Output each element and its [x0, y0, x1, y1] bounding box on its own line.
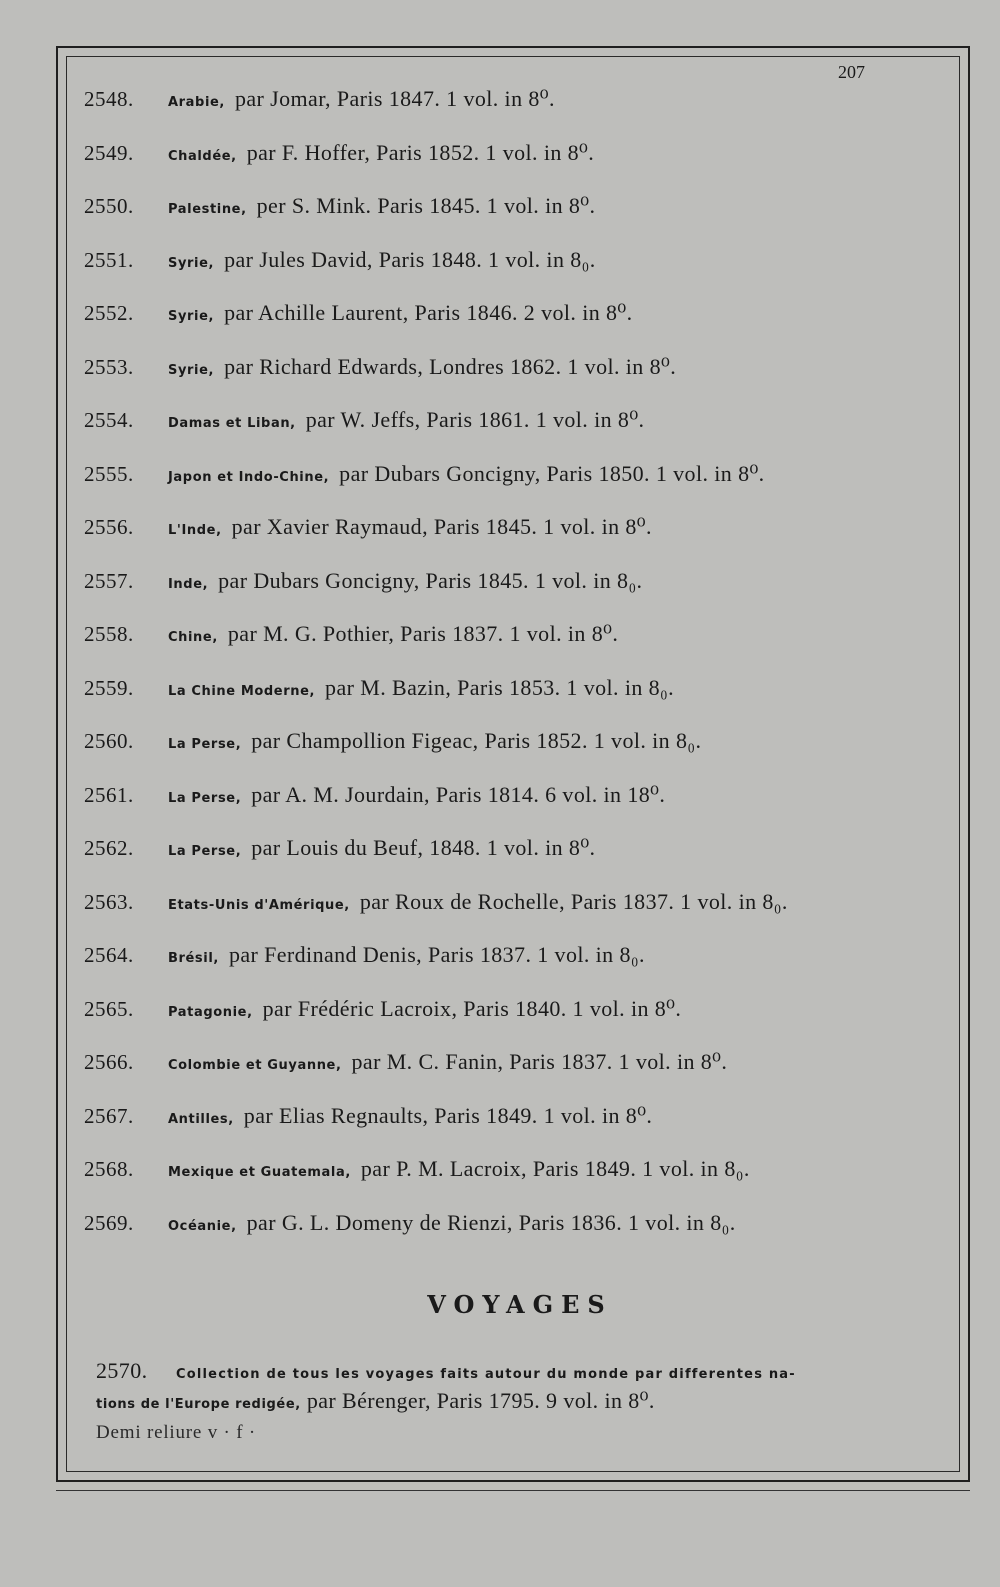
list-item: [84, 996, 954, 1050]
list-item: [84, 782, 954, 836]
entry-number: 2565.: [84, 996, 134, 1021]
entry-number: 2559.: [84, 675, 134, 700]
entry-number: 2553.: [84, 354, 134, 379]
entry-number: 2558.: [84, 622, 134, 646]
list-item: [84, 1210, 954, 1264]
entry-details: par Xavier Raymaud, Paris 1845. 1 vol. in 8⁰.: [231, 514, 652, 539]
entry-details: par Frédéric Lacroix, Paris 1840. 1 vol. in 8⁰.: [262, 995, 682, 1021]
entry-number: 2563.: [84, 889, 134, 914]
list-item: [84, 300, 954, 354]
list-item: [84, 1049, 954, 1103]
entry-title: Syrie,: [168, 362, 215, 378]
list-item: [84, 193, 954, 247]
entry-title: Antilles,: [168, 1111, 234, 1127]
entry-number: 2554.: [84, 408, 134, 432]
entry-details: par Ferdinand Denis, Paris 1837. 1 vol. in 8₀.: [228, 942, 645, 967]
entry-number: 2549.: [84, 140, 134, 165]
entry-title: Brésil,: [168, 951, 219, 966]
entry-title-line-2: tions de l'Europe redigée,: [96, 1397, 301, 1412]
entry-title: La Perse,: [168, 790, 242, 806]
entry-details: par M. G. Pothier, Paris 1837. 1 vol. in 8⁰.: [227, 621, 619, 646]
entry-title: Colombie et Guyanne,: [168, 1058, 342, 1073]
entry-title: L'Inde,: [168, 523, 222, 538]
list-item: [84, 514, 954, 568]
entry-number: 2557.: [84, 568, 134, 593]
entry-number: 2551.: [84, 247, 134, 272]
entry-title: Japon et Indo-Chine,: [168, 469, 330, 485]
entry-details: par Louis du Beuf, 1848. 1 vol. in 8⁰.: [251, 835, 596, 860]
entry-title: Inde,: [168, 576, 209, 592]
entry-title: La Perse,: [168, 737, 242, 752]
entry-details: par Roux de Rochelle, Paris 1837. 1 vol. in 8₀.: [359, 888, 788, 914]
entry-number: 2550.: [84, 194, 134, 218]
entry-details: par Champollion Figeac, Paris 1852. 1 vol. in 8₀.: [251, 728, 702, 753]
list-item: [84, 942, 954, 996]
entry-title: Syrie,: [168, 255, 215, 271]
entry-details: par Bérenger, Paris 1795. 9 vol. in 8⁰.: [306, 1388, 655, 1413]
final-entry: [96, 1358, 956, 1444]
entry-title: La Perse,: [168, 844, 242, 859]
entry-details: par W. Jeffs, Paris 1861. 1 vol. in 8⁰.: [305, 407, 645, 432]
list-item: [84, 889, 954, 943]
entry-title: Océanie,: [168, 1218, 237, 1234]
final-entry-line-2: [96, 1388, 956, 1414]
list-item: [84, 728, 954, 782]
bottom-rule: [56, 1490, 970, 1491]
entry-number: 2561.: [84, 782, 134, 807]
list-item: [84, 568, 954, 622]
entry-title-line-1: Collection de tous les voyages faits autour du monde par differentes na-: [176, 1367, 796, 1382]
list-item: [84, 1156, 954, 1210]
entry-details: par F. Hoffer, Paris 1852. 1 vol. in 8⁰.: [246, 139, 595, 165]
entry-number: 2555.: [84, 461, 134, 486]
list-item: [84, 835, 954, 889]
entry-title: Syrie,: [168, 309, 215, 324]
list-item: [84, 621, 954, 675]
entry-number: 2564.: [84, 943, 134, 967]
entry-list: [84, 86, 954, 1263]
list-item: [84, 675, 954, 729]
entry-details: par Jules David, Paris 1848. 1 vol. in 8₀.: [224, 246, 596, 272]
entry-number: 2560.: [84, 729, 134, 753]
entry-title: Chaldée,: [168, 148, 237, 164]
entry-number: 2548.: [84, 87, 134, 111]
list-item: [84, 407, 954, 461]
entry-details: par Dubars Goncigny, Paris 1845. 1 vol. in 8₀.: [218, 567, 643, 593]
entry-number: 2567.: [84, 1103, 134, 1128]
list-item: [84, 354, 954, 408]
list-item: [84, 1103, 954, 1157]
entry-title: Chine,: [168, 630, 218, 645]
entry-details: per S. Mink. Paris 1845. 1 vol. in 8⁰.: [256, 193, 596, 218]
list-item: [84, 461, 954, 515]
entry-title: Palestine,: [168, 202, 247, 217]
section-heading: VOYAGES: [427, 1290, 613, 1319]
entry-title: Mexique et Guatemala,: [168, 1165, 351, 1180]
entry-details: par Jomar, Paris 1847. 1 vol. in 8⁰.: [234, 86, 555, 111]
list-item: [84, 140, 954, 194]
final-entry-line-1: [96, 1358, 956, 1384]
entry-details: par Elias Regnaults, Paris 1849. 1 vol. in 8⁰.: [243, 1102, 653, 1128]
entry-number: 2568.: [84, 1157, 134, 1181]
entry-details: par G. L. Domeny de Rienzi, Paris 1836. 1 vol. in 8₀.: [246, 1209, 736, 1235]
list-item: [84, 247, 954, 301]
entry-details: par Richard Edwards, Londres 1862. 1 vol. in 8⁰.: [224, 353, 677, 379]
entry-details: par M. C. Fanin, Paris 1837. 1 vol. in 8⁰.: [351, 1049, 728, 1074]
binding-note: Demi reliure v · f ·: [96, 1422, 257, 1443]
entry-title: Patagonie,: [168, 1004, 253, 1020]
entry-details: par M. Bazin, Paris 1853. 1 vol. in 8₀.: [325, 674, 675, 700]
list-item: [84, 86, 954, 140]
entry-number: 2552.: [84, 301, 134, 325]
entry-title: Arabie,: [168, 95, 225, 110]
entry-details: par A. M. Jourdain, Paris 1814. 6 vol. in 18⁰.: [251, 781, 666, 807]
entry-number: 2569.: [84, 1210, 134, 1235]
entry-details: par P. M. Lacroix, Paris 1849. 1 vol. in 8₀.: [360, 1156, 750, 1181]
entry-number: 2556.: [84, 515, 134, 539]
page-number: 207: [838, 62, 865, 82]
entry-title: Damas et Liban,: [168, 416, 296, 431]
entry-details: par Achille Laurent, Paris 1846. 2 vol. in 8⁰.: [224, 300, 633, 325]
entry-details: par Dubars Goncigny, Paris 1850. 1 vol. in 8⁰.: [339, 460, 765, 486]
entry-number: 2570.: [96, 1358, 148, 1383]
entry-number: 2562.: [84, 836, 134, 860]
entry-title: La Chine Moderne,: [168, 683, 316, 699]
entry-number: 2566.: [84, 1050, 134, 1074]
entry-title: Etats-Unis d'Amérique,: [168, 897, 350, 913]
